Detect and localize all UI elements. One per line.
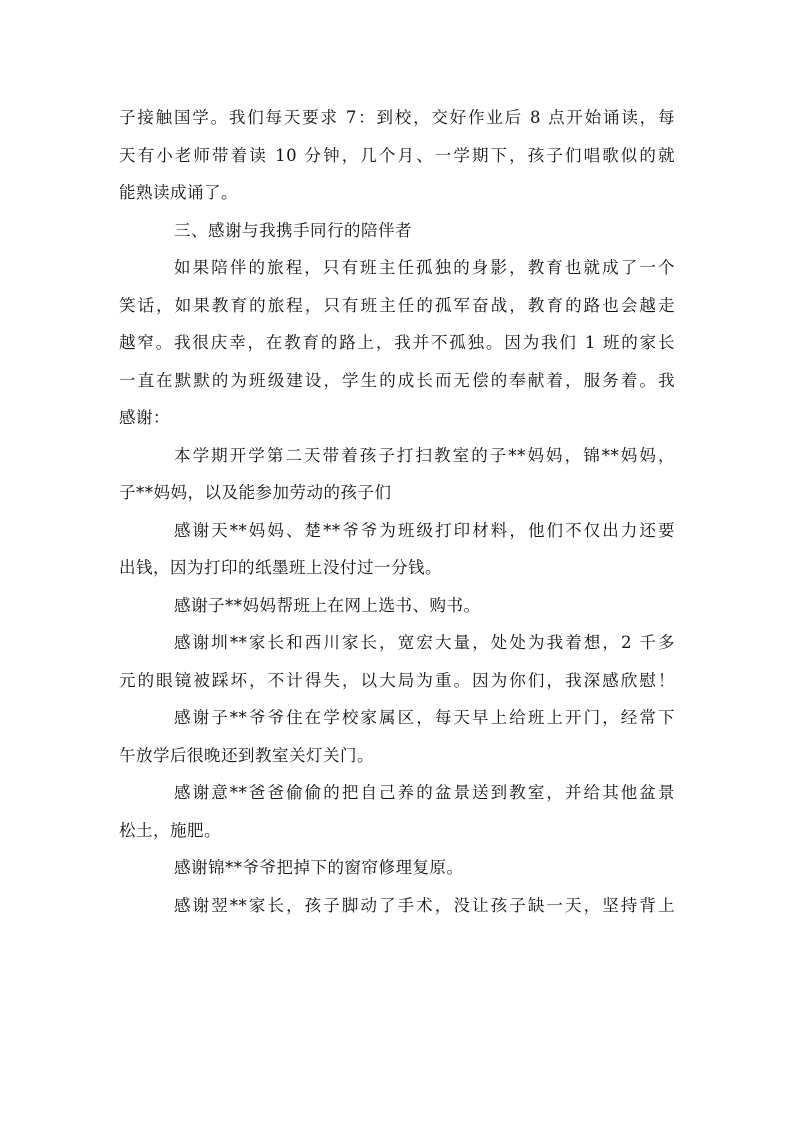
text-line-19: 感谢意**爸爸偷偷的把自己养的盆景送到教室，并给其他盆景 [174, 783, 675, 802]
text-line-18: 午放学后很晚还到教室关灯关门。 [119, 745, 374, 765]
text-line-17: 感谢子**爷爷住在学校家属区，每天早上给班上开门，经常下 [174, 708, 675, 727]
text-line-10: 本学期开学第二天带着孩子打扫教室的子**妈妈，锦**妈妈， [174, 445, 675, 465]
text-line-22: 感谢翌**家长，孩子脚动了手术，没让孩子缺一天，坚持背上 [174, 895, 675, 915]
text-line-7: 越窄。我很庆幸，在教育的路上，我并不孤独。因为我们 1 班的家长 [119, 333, 675, 352]
text-line-8: 一直在默默的为班级建设，学生的成长而无偿的奉献着，服务着。我 [119, 370, 675, 390]
text-line-6: 笑话，如果教育的旅程，只有班主任的孤军奋战，教育的路也会越走 [119, 295, 675, 315]
document-body [119, 99, 675, 924]
text-line-1: 子接触国学。我们每天要求 7：到校，交好作业后 8 点开始诵读，每 [119, 108, 675, 127]
text-line-15: 感谢圳**家长和西川家长，宽宏大量，处处为我着想，2 千多 [174, 633, 675, 652]
text-line-13: 出钱，因为打印的纸墨班上没付过一分钱。 [119, 558, 442, 577]
text-line-9: 感谢： [119, 408, 170, 427]
text-line-20: 松土，施肥。 [119, 820, 221, 840]
text-line-12: 感谢天**妈妈、楚**爷爷为班级打印材料，他们不仅出力还要 [174, 520, 675, 540]
text-line-2: 天有小老师带着读 10 分钟，几个月、一学期下，孩子们唱歌似的就 [119, 145, 675, 165]
section-heading: 三、感谢与我携手同行的陪伴者 [174, 220, 412, 240]
text-line-11: 子**妈妈，以及能参加劳动的孩子们 [119, 483, 392, 502]
text-line-3: 能熟读成诵了。 [119, 183, 238, 202]
text-line-16: 元的眼镜被踩坏，不计得失，以大局为重。因为你们，我深感欣慰！ [119, 670, 675, 690]
text-line-21: 感谢锦**爷爷把掉下的窗帘修理复原。 [174, 858, 464, 877]
text-line-14: 感谢子**妈妈帮班上在网上选书、购书。 [174, 595, 481, 615]
text-line-5: 如果陪伴的旅程，只有班主任孤独的身影，教育也就成了一个 [174, 258, 675, 277]
